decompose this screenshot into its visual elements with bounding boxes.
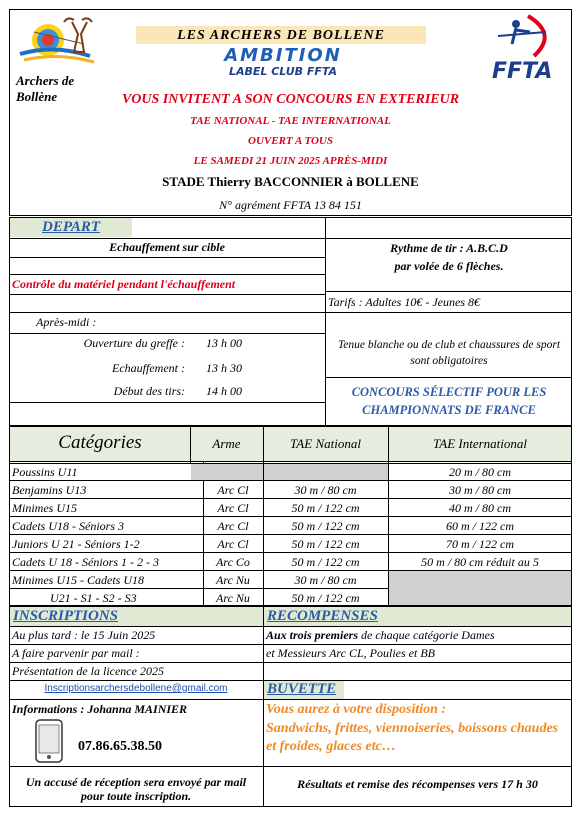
recompenses-line2: et Messieurs Arc CL, Poulies et BB bbox=[266, 646, 435, 660]
schedule-label-start: Début des tirs: bbox=[113, 384, 185, 398]
table-row-intl: 30 m / 80 cm bbox=[449, 483, 511, 497]
header-national: TAE National bbox=[290, 436, 361, 451]
inscriptions-mail: A faire parvenir par mail : bbox=[12, 646, 140, 660]
inscriptions-licence: Présentation de la licence 2025 bbox=[12, 664, 164, 678]
schedule-label-warmup: Echauffement : bbox=[112, 361, 185, 375]
table-row-arme: Arc Nu bbox=[216, 573, 250, 587]
empty-cell-poussins-arme bbox=[191, 464, 263, 480]
table-row-nat: 50 m / 122 cm bbox=[291, 519, 360, 533]
inscriptions-footer: Un accusé de réception sera envoyé par mail pour toute inscription. bbox=[25, 775, 247, 803]
recompenses-line1 bbox=[266, 628, 495, 643]
invite-text: VOUS INVITENT A SON CONCOURS EN EXTERIEUR bbox=[121, 92, 460, 107]
table-row-cat: Cadets U 18 - Séniors 1 - 2 - 3 bbox=[12, 555, 159, 569]
subtitle-date: LE SAMEDI 21 JUIN 2025 APRÈS-MIDI bbox=[193, 155, 388, 167]
inscriptions-title: INSCRIPTIONS bbox=[13, 608, 119, 624]
schedule-label-greffe: Ouverture du greffe : bbox=[83, 336, 185, 350]
header-arme: Arme bbox=[212, 436, 241, 451]
header-categories: Catégories bbox=[58, 432, 142, 453]
recompenses-title: RECOMPENSES bbox=[267, 608, 378, 624]
buvette-title: BUVETTE bbox=[267, 681, 337, 697]
table-row-cat: Juniors U 21 - Séniors 1-2 bbox=[12, 537, 140, 551]
depart-title: DEPART bbox=[42, 219, 101, 235]
archer-logo-icon bbox=[14, 14, 118, 70]
inscriptions-info: Informations : Johanna MAINIER bbox=[12, 702, 188, 716]
club-title: LES ARCHERS DE BOLLENE bbox=[177, 28, 385, 43]
table-row-cat: Minimes U15 - Cadets U18 bbox=[12, 573, 144, 587]
rhythm-text: Rythme de tir : A.B.C.D bbox=[390, 241, 508, 255]
ffta-logo bbox=[484, 12, 564, 82]
empty-cell-barebow-international bbox=[389, 571, 571, 605]
label-club-text: LABEL CLUB FFTA bbox=[228, 65, 338, 78]
table-row-intl: 20 m / 80 cm bbox=[449, 465, 511, 479]
table-row-nat: 30 m / 80 cm bbox=[294, 573, 357, 587]
ffta-text: FFTA bbox=[492, 59, 553, 84]
table-row-arme: Arc Cl bbox=[217, 501, 249, 515]
schedule-time-greffe: 13 h 00 bbox=[206, 336, 242, 350]
table-row-intl: 50 m / 80 cm réduit au 5 bbox=[421, 555, 539, 569]
buvette-line2: Sandwichs, frittes, viennoiseries, boissons chaudes et froides, glaces etc… bbox=[266, 721, 559, 754]
table-row-arme: Arc Co bbox=[216, 555, 250, 569]
table-row-cat: Cadets U18 - Séniors 3 bbox=[12, 519, 124, 533]
ambition-logo bbox=[190, 46, 376, 78]
subtitle-open: OUVERT A TOUS bbox=[248, 135, 333, 147]
table-row-arme: Arc Cl bbox=[217, 483, 249, 497]
table-row-nat: 50 m / 122 cm bbox=[291, 501, 360, 515]
subtitle-tae: TAE NATIONAL - TAE INTERNATIONAL bbox=[190, 115, 391, 127]
tarifs-text: Tarifs : Adultes 10€ - Jeunes 8€ bbox=[328, 295, 480, 309]
buvette-line1: Vous aurez à votre disposition : bbox=[266, 702, 447, 717]
volley-text: par volée de 6 flèches. bbox=[394, 259, 504, 273]
table-row-arme: Arc Nu bbox=[216, 591, 250, 605]
club-title-banner bbox=[136, 26, 426, 44]
recompenses-rest: de chaque catégorie Dames bbox=[358, 628, 495, 642]
table-row-intl: 40 m / 80 cm bbox=[449, 501, 511, 515]
agrement-text: N° agrément FFTA 13 84 151 bbox=[219, 198, 362, 212]
table-row-cat: Minimes U15 bbox=[12, 501, 77, 515]
schedule-time-warmup: 13 h 30 bbox=[206, 361, 242, 375]
recompenses-bold: Aux trois premiers bbox=[266, 628, 359, 642]
inscriptions-deadline: Au plus tard : le 15 Juin 2025 bbox=[12, 628, 156, 642]
table-row-cat: U21 - S1 - S2 - S3 bbox=[50, 591, 137, 605]
table-row-arme: Arc Cl bbox=[217, 537, 249, 551]
schedule-time-start: 14 h 00 bbox=[206, 384, 242, 398]
ffta-archer-icon bbox=[484, 12, 564, 58]
table-row-intl: 60 m / 122 cm bbox=[446, 519, 514, 533]
table-row-nat: 50 m / 122 cm bbox=[291, 537, 360, 551]
table-row-cat: Poussins U11 bbox=[12, 465, 78, 479]
club-logo-text: Archers de Bollène bbox=[16, 73, 75, 104]
inscriptions-email-link[interactable]: Inscriptionsarchersdebollene@gmail.com bbox=[44, 683, 228, 694]
ambition-text: AMBITION bbox=[224, 45, 342, 66]
table-row-cat: Benjamins U13 bbox=[12, 483, 87, 497]
selectif-text: CONCOURS SÉLECTIF POUR LES CHAMPIONNATS DE FRANCE bbox=[351, 385, 547, 417]
warmup-text: Echauffement sur cible bbox=[109, 240, 225, 254]
stadium-text: STADE Thierry BACCONNIER à BOLLENE bbox=[162, 174, 419, 189]
table-row-intl: 70 m / 122 cm bbox=[446, 537, 514, 551]
table-row-arme: Arc Cl bbox=[217, 519, 249, 533]
control-text: Contrôle du matériel pendant l'échauffement bbox=[12, 277, 236, 291]
empty-cell-poussins-national bbox=[264, 464, 388, 480]
table-row-nat: 50 m / 122 cm bbox=[291, 555, 360, 569]
tenue-text: Tenue blanche ou de club et chaussures de sport sont obligatoires bbox=[337, 339, 561, 367]
results-text: Résultats et remise des récompenses vers 17 h 30 bbox=[297, 777, 538, 791]
phone-icon bbox=[34, 718, 64, 764]
table-row-nat: 30 m / 80 cm bbox=[294, 483, 357, 497]
table-row-nat: 50 m / 122 cm bbox=[291, 591, 360, 605]
afternoon-label: Après-midi : bbox=[36, 315, 97, 329]
club-logo bbox=[14, 14, 118, 104]
header-international: TAE International bbox=[432, 436, 527, 451]
inscriptions-phone: 07.86.65.38.50 bbox=[78, 739, 162, 754]
